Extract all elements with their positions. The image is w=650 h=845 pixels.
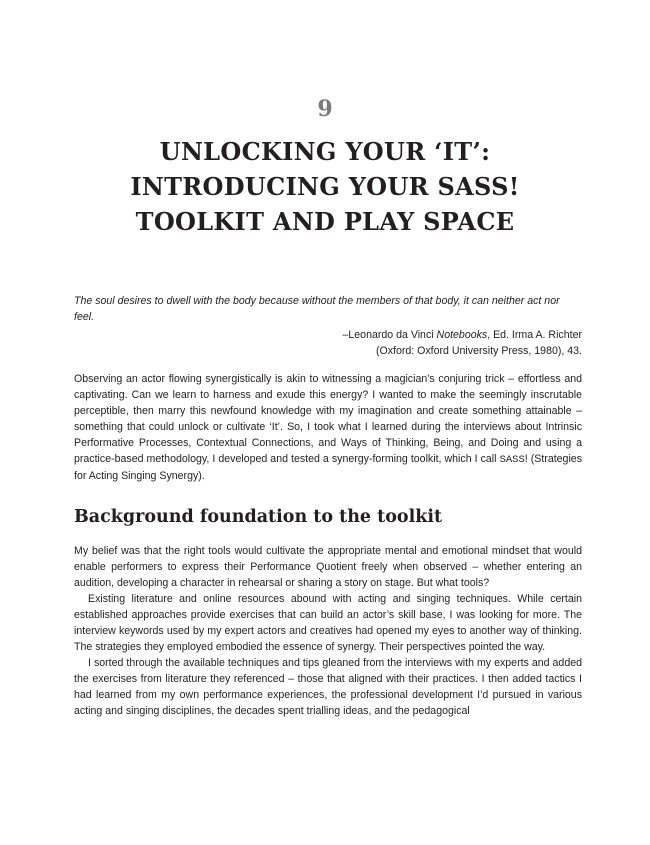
section-heading: Background foundation to the toolkit (74, 507, 443, 527)
section-paragraph-3: I sorted through the available techniques and tips gleaned from the interviews with my experts and added the exercises from literature they referenced – those that aligned with their practices. I then added tactics I had learned from my own performance experiences, the professional development I’d pursued in various acting and singing disciplines, the decades spent trialling ideas, and the pedagogical (74, 657, 582, 717)
chapter-title-line-1: UNLOCKING YOUR ‘IT’: (159, 137, 491, 166)
chapter-number: 9 (317, 96, 333, 122)
epigraph-attribution (74, 327, 582, 359)
epigraph-attribution-line-1 (74, 327, 582, 343)
chapter-title-line-3: TOOLKIT AND PLAY SPACE (135, 207, 515, 236)
attribution-suffix: , Ed. Irma A. Richter (487, 329, 582, 341)
section-paragraph-2: Existing literature and online resources abound with acting and singing techniques. While certain established approaches provide exercises that can build an actor’s skill base, I was looking for more. The interview keywords used by my expert actors and creatives had opened my eyes to another way of thinking. The strategies they employed embodied the essence of synergy. Their perspectives pointed the way. (74, 593, 582, 653)
epigraph-quote: The soul desires to dwell with the body because without the members of that body, it can neither act nor feel. (74, 295, 560, 323)
intro-text: Observing an actor flowing synergistically is akin to witnessing a magician’s conjuring trick – effortless and captivating. Can we learn to harness and exude this energy? I wanted to make the seemingly inscrutable perceptible, then marry this newfound knowledge with my imagination and create something attainable – something that could unlock or cultivate ‘It’. So, I took what I learned during the interviews about Intrinsic Performative Processes, Contextual Connections, and Ways of Thinking, Being, and Doing and using a practice-based methodology, I developed and tested a synergy-forming toolkit, which I call (74, 373, 582, 465)
chapter-title-line-2: INTRODUCING YOUR SASS! (130, 172, 520, 201)
attribution-prefix: –Leonardo da Vinci (342, 329, 437, 341)
epigraph (74, 293, 582, 359)
intro-text-end: ! (Strategies for Acting Singing Synergy). (74, 453, 582, 482)
attribution-work: Notebooks (436, 329, 488, 341)
sass-mark: SASS (499, 454, 525, 466)
intro-paragraph (74, 371, 582, 484)
chapter-title (40, 134, 610, 239)
section-body (74, 543, 582, 719)
epigraph-attribution-line-2: (Oxford: Oxford University Press, 1980), 43. (375, 345, 582, 357)
section-paragraph-1: My belief was that the right tools would cultivate the appropriate mental and emotional mindset that would enable performers to express their Performance Quotient freely when observed – whether entering an audition, developing a character in rehearsal or sharing a story on stage. But what tools? (74, 545, 582, 589)
